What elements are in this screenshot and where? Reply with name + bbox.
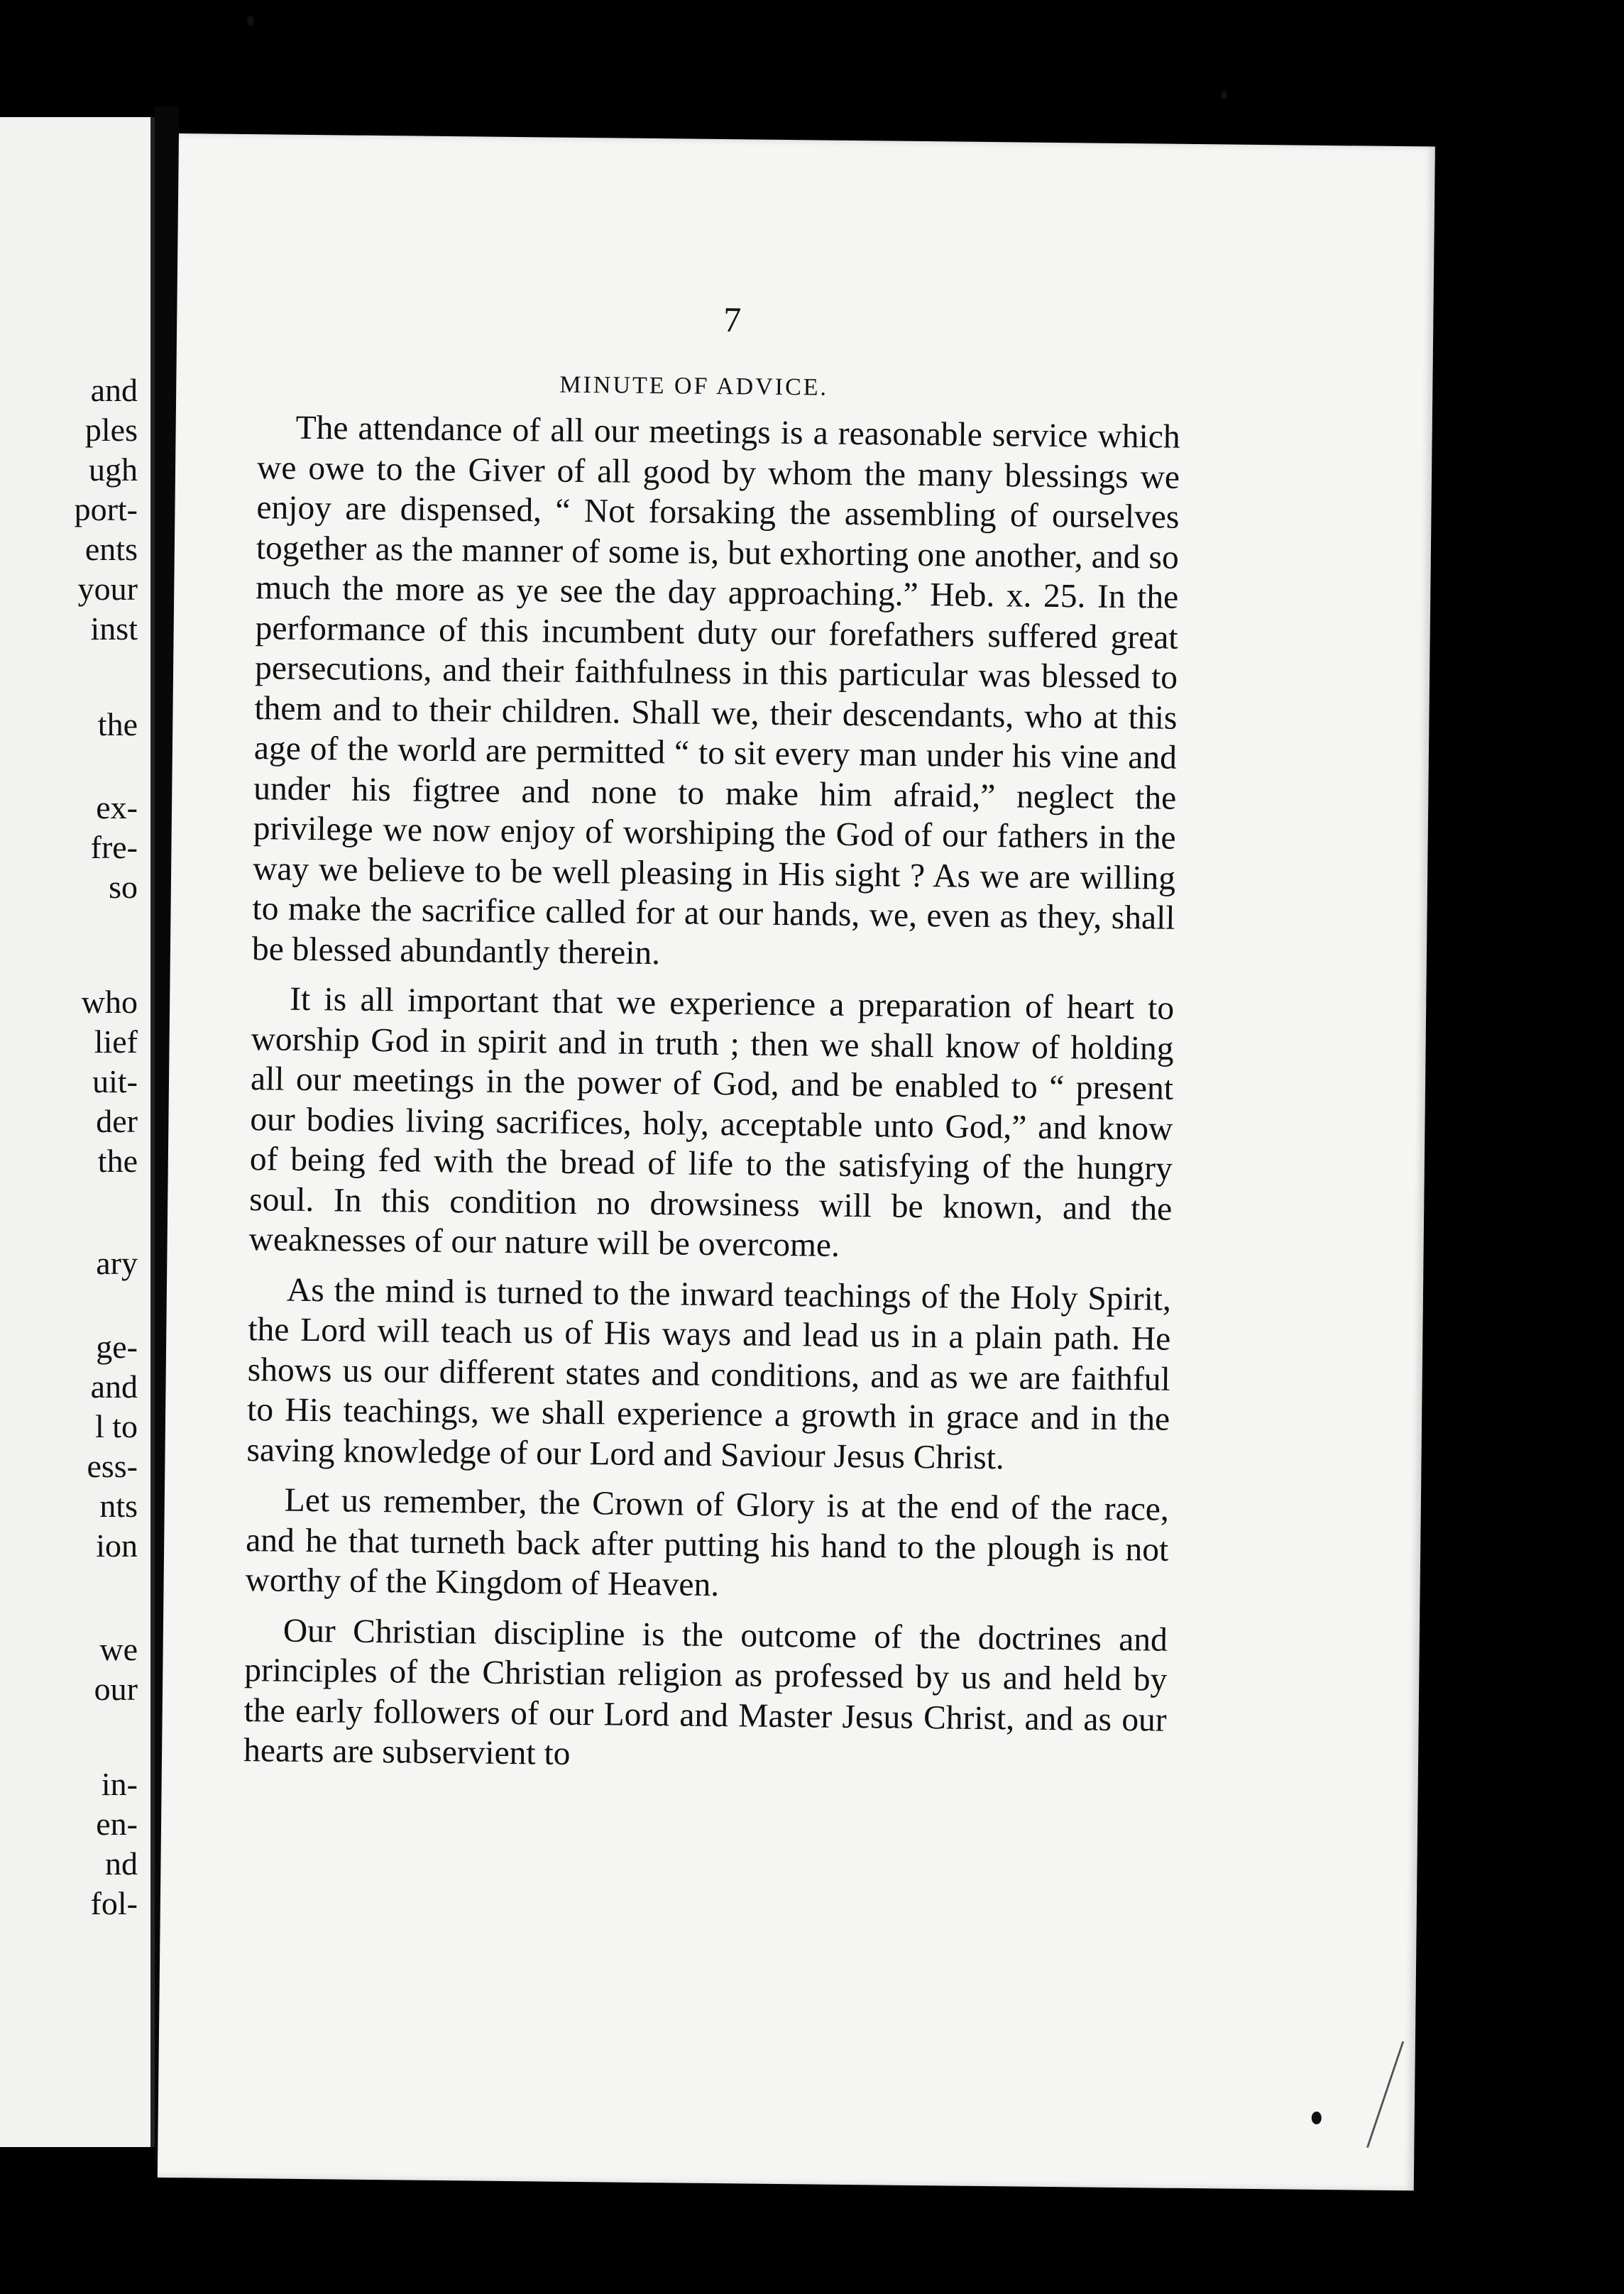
paragraph: Let us remember, the Crown of Glory is at the end of the race, and he that turneth back after putting his hand to the plough is not worthy of the Kingdom of Heaven. xyxy=(245,1481,1170,1604)
left-page-fragment: l to xyxy=(94,1408,138,1444)
ink-speck xyxy=(247,16,254,26)
left-page-fragment: who xyxy=(81,984,138,1020)
ink-speck xyxy=(1221,91,1227,99)
left-page-fragment: uit- xyxy=(92,1063,138,1099)
left-page-fragment: nts xyxy=(99,1488,138,1524)
left-page-fragment: so xyxy=(109,869,138,905)
page-corner-crease xyxy=(1310,2041,1404,2147)
left-page-fragment: ge- xyxy=(96,1329,138,1365)
paragraph: It is all important that we experience a preparation of heart to worship God in spirit and in truth ; then we shall know of holding all our meetings in the power of God, and be enabled to “ present our bodies living sacrifices, holy, acceptable unto God,” and know of being fed with the bread of life to the satisfying of the hungry soul. In this condition no drowsiness will be known, and the weaknesses of our nature will be overcome. xyxy=(248,980,1175,1264)
left-page-fragment: lief xyxy=(94,1023,138,1060)
paragraph: As the mind is turned to the inward teachings of the Holy Spirit, the Lord will teach us of His ways and lead us in a plain path. He shows us our different states and conditions, and as we are faithful to His teachings, we shall experience a growth in grace and in the saving knowledge of our Lord and Saviour Jesus Christ. xyxy=(246,1271,1172,1476)
left-page-fragment: the xyxy=(97,1143,138,1179)
left-page-fragment: ess- xyxy=(87,1448,138,1484)
left-page-fragment: fol- xyxy=(90,1885,138,1921)
page-body xyxy=(243,407,1180,1790)
left-page-fragment: ion xyxy=(96,1527,138,1564)
left-page-fragment: ples xyxy=(84,412,138,448)
page-heading: MINUTE OF ADVICE. xyxy=(559,371,829,401)
left-page-fragment: and xyxy=(90,1368,138,1405)
paragraph: Our Christian discipline is the outcome of the doctrines and principles of the Christian religion as professed by us and held by the early followers of our Lord and Master Jesus Christ, and as our hearts are subservient to xyxy=(243,1612,1168,1772)
page-number: 7 xyxy=(723,300,742,340)
left-page-fragment: we xyxy=(99,1631,138,1667)
book-page xyxy=(158,133,1435,2190)
left-page-fragment: and xyxy=(90,372,138,408)
left-page-fragment: ex- xyxy=(96,789,138,825)
left-page-fragment: inst xyxy=(90,610,138,647)
paragraph: The attendance of all our meetings is a reasonable service which we owe to the Giver of all good by whom the many blessings we enjoy are dispensed, “ Not forsaking the assembling of ourselves together as the manner of some is, but exhorting one another, and so much the more as ye see the day approaching.” Heb. x. 25. In the performance of this incumbent duty our forefathers suffered great persecutions, and their faithfulness in this particular was blessed to them and to their children. Shall we, their descendants, who at this age of the world are permitted “ to sit every man under his vine and under his figtree and none to make him afraid,” neglect the privilege we now enjoy of worshiping the God of our fathers in the way we believe to be well pleasing in His sight ? As we are willing to make the sacrifice called for at our hands, we, even as they, shall be blessed abundantly therein. xyxy=(251,409,1180,972)
left-page-fragment: the xyxy=(97,706,138,742)
left-page-fragment: ugh xyxy=(89,451,138,488)
left-page-fragment: nd xyxy=(105,1845,138,1882)
left-page-fragment: fre- xyxy=(90,829,138,865)
left-facing-page xyxy=(0,117,155,2147)
left-page-fragment: ents xyxy=(84,531,138,567)
left-page-fragment: our xyxy=(94,1671,138,1707)
left-page-fragment: port- xyxy=(74,491,138,527)
left-page-fragment: your xyxy=(77,571,138,607)
left-page-fragment: der xyxy=(96,1103,138,1139)
left-page-fragment: ary xyxy=(96,1245,138,1281)
left-page-fragment: in- xyxy=(101,1766,138,1802)
left-page-fragment: en- xyxy=(96,1806,138,1842)
